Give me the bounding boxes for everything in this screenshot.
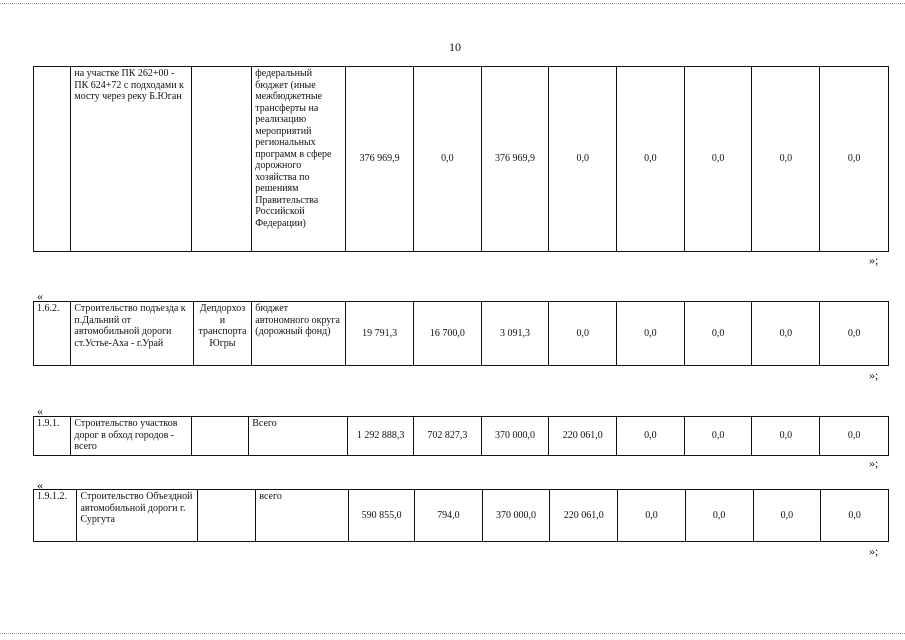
- value-cell: 370 000,0: [482, 490, 550, 542]
- opening-quote-4: «: [37, 478, 43, 492]
- closing-quote-3: »;: [869, 456, 879, 470]
- value-cell: 0,0: [752, 417, 820, 456]
- row-code: 1.9.1.: [34, 417, 71, 456]
- row-name: Строительство участков дорог в обход городов - всего: [71, 417, 191, 456]
- value-cell: 19 791,3: [346, 302, 414, 366]
- value-cell: 0,0: [618, 490, 686, 542]
- row-name: Строительство подъезда к п.Дальний от автомобильной дороги ст.Устье-Аха - г.Урай: [71, 302, 193, 366]
- value-cell: 220 061,0: [550, 490, 618, 542]
- table-row: [34, 302, 889, 366]
- value-cell: 0,0: [684, 302, 752, 366]
- value-cell: 376 969,9: [346, 67, 414, 252]
- closing-quote-4: »;: [869, 544, 879, 558]
- budget-table-block-3: [33, 416, 889, 456]
- value-cell: 590 855,0: [349, 490, 415, 542]
- value-cell: 0,0: [821, 490, 889, 542]
- scan-bottom-edge: [0, 633, 905, 634]
- row-executor: [191, 67, 252, 252]
- value-cell: 0,0: [752, 67, 820, 252]
- opening-quote-3: «: [37, 404, 43, 418]
- value-cell: 376 969,9: [481, 67, 549, 252]
- row-funding-source: всего: [256, 490, 349, 542]
- row-name: Строительство Объездной автомобильной дороги г. Сургута: [77, 490, 197, 542]
- row-funding-source: федеральный бюджет (иные межбюджетные трансферты на реализацию мероприятий региональных программ в сфере дорожного хозяйства по решениям Правительства Российской Федерации): [252, 67, 346, 252]
- row-code: [34, 67, 71, 252]
- value-cell: 370 000,0: [481, 417, 549, 456]
- row-name: на участке ПК 262+00 - ПК 624+72 с подходами к мосту через реку Б.Юган: [71, 67, 191, 252]
- value-cell: 0,0: [752, 302, 820, 366]
- value-cell: 0,0: [617, 417, 685, 456]
- value-cell: 702 827,3: [413, 417, 481, 456]
- value-cell: 0,0: [753, 490, 821, 542]
- value-cell: 0,0: [820, 67, 889, 252]
- row-funding-source: бюджет автономного округа (дорожный фонд): [252, 302, 346, 366]
- table-row: [34, 417, 889, 456]
- row-executor: [191, 417, 249, 456]
- page-number: 10: [449, 40, 461, 54]
- row-executor: [197, 490, 256, 542]
- value-cell: 3 091,3: [481, 302, 549, 366]
- closing-quote-2: »;: [869, 368, 879, 382]
- budget-table-block-4: [33, 489, 889, 542]
- row-code: 1.6.2.: [34, 302, 71, 366]
- value-cell: 1 292 888,3: [348, 417, 414, 456]
- value-cell: 0,0: [617, 302, 685, 366]
- value-cell: 0,0: [685, 490, 753, 542]
- value-cell: 220 061,0: [549, 417, 617, 456]
- value-cell: 0,0: [549, 67, 617, 252]
- value-cell: 0,0: [684, 67, 752, 252]
- value-cell: 794,0: [414, 490, 482, 542]
- value-cell: 0,0: [413, 67, 481, 252]
- table-row: [34, 67, 889, 252]
- value-cell: 0,0: [820, 302, 889, 366]
- value-cell: 0,0: [684, 417, 752, 456]
- row-executor: Депдорхоз и транспорта Югры: [193, 302, 252, 366]
- budget-table-block-2: [33, 301, 889, 366]
- value-cell: 0,0: [617, 67, 685, 252]
- budget-table-block-1: [33, 66, 889, 252]
- value-cell: 0,0: [820, 417, 889, 456]
- table-row: [34, 490, 889, 542]
- row-code: 1.9.1.2.: [34, 490, 77, 542]
- closing-quote-1: »;: [869, 253, 879, 267]
- row-funding-source: Всего: [249, 417, 348, 456]
- opening-quote-2: «: [37, 289, 43, 303]
- scan-top-edge: [0, 3, 905, 4]
- value-cell: 16 700,0: [413, 302, 481, 366]
- value-cell: 0,0: [549, 302, 617, 366]
